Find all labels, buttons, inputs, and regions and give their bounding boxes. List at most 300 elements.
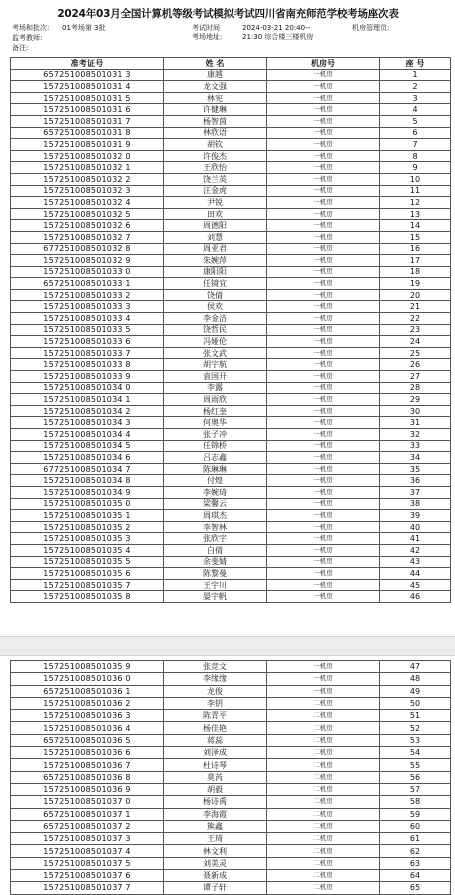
table-row xyxy=(11,759,451,771)
student-name-cell: 付煌 xyxy=(164,475,267,487)
seat-number-cell: 51 xyxy=(380,710,451,722)
candidate-id-cell: 157251008501036 9 xyxy=(11,783,164,795)
room-cell: 一机房 xyxy=(267,324,380,336)
student-name-cell: 康阳阳 xyxy=(164,266,267,278)
room-cell: 一机房 xyxy=(267,150,380,162)
student-name-cell: 王琦 xyxy=(164,833,267,845)
room-cell: 二机房 xyxy=(267,820,380,832)
seat-number-cell: 8 xyxy=(380,150,451,162)
table-row xyxy=(11,394,451,406)
room-cell: 一机房 xyxy=(267,661,380,673)
candidate-id-cell: 157251008501036 2 xyxy=(11,697,164,709)
seat-number-cell: 22 xyxy=(380,313,451,325)
seat-number-cell: 26 xyxy=(380,359,451,371)
candidate-id-cell: 157251008501031 6 xyxy=(11,104,164,116)
student-name-cell: 张竞文 xyxy=(164,661,267,673)
table-row xyxy=(11,820,451,832)
seat-number-cell: 5 xyxy=(380,115,451,127)
candidate-id-cell: 157251008501033 2 xyxy=(11,289,164,301)
seat-number-cell: 21 xyxy=(380,301,451,313)
table-row xyxy=(11,857,451,869)
candidate-id-cell: 157251008501034 8 xyxy=(11,475,164,487)
table-row xyxy=(11,278,451,290)
table-row xyxy=(11,243,451,255)
room-cell: 一机房 xyxy=(267,521,380,533)
student-name-cell: 龙俊 xyxy=(164,685,267,697)
candidate-id-cell: 157251008501033 7 xyxy=(11,347,164,359)
room-cell: 一机房 xyxy=(267,405,380,417)
room-cell: 二机房 xyxy=(267,833,380,845)
student-name-cell: 胡宇航 xyxy=(164,359,267,371)
room-cell: 一机房 xyxy=(267,579,380,591)
table-row xyxy=(11,845,451,857)
table-row xyxy=(11,139,451,151)
seat-number-cell: 65 xyxy=(380,882,451,894)
seat-number-cell: 3 xyxy=(380,92,451,104)
candidate-id-cell: 157251008501035 0 xyxy=(11,498,164,510)
room-cell: 一机房 xyxy=(267,673,380,685)
proctor-label: 监考教师: xyxy=(12,34,43,42)
student-name-cell: 李缘缘 xyxy=(164,673,267,685)
room-cell: 一机房 xyxy=(267,568,380,580)
table-row xyxy=(11,783,451,795)
table-row xyxy=(11,220,451,232)
student-name-cell: 莫芮 xyxy=(164,771,267,783)
candidate-id-cell: 157251008501036 6 xyxy=(11,747,164,759)
student-name-cell: 许俊杰 xyxy=(164,150,267,162)
room-cell: 一机房 xyxy=(267,417,380,429)
table-row xyxy=(11,359,451,371)
table-row xyxy=(11,162,451,174)
candidate-id-cell: 657251008501036 5 xyxy=(11,734,164,746)
seat-number-cell: 29 xyxy=(380,394,451,406)
student-name-cell: 胡毅 xyxy=(164,783,267,795)
seat-number-cell: 56 xyxy=(380,771,451,783)
candidate-id-cell: 157251008501034 5 xyxy=(11,440,164,452)
table-row xyxy=(11,150,451,162)
student-name-cell: 刘美灵 xyxy=(164,857,267,869)
student-name-cell: 刘泽成 xyxy=(164,747,267,759)
room-cell: 一机房 xyxy=(267,104,380,116)
student-name-cell: 刘慧 xyxy=(164,231,267,243)
seat-number-cell: 60 xyxy=(380,820,451,832)
student-name-cell: 余斐婧 xyxy=(164,556,267,568)
room-cell: 一机房 xyxy=(267,243,380,255)
seat-number-cell: 12 xyxy=(380,197,451,209)
room-cell: 二机房 xyxy=(267,882,380,894)
seat-number-cell: 42 xyxy=(380,544,451,556)
seat-number-cell: 52 xyxy=(380,722,451,734)
room-cell: 一机房 xyxy=(267,278,380,290)
table-row xyxy=(11,870,451,882)
room-cell: 一机房 xyxy=(267,452,380,464)
room-cell: 一机房 xyxy=(267,127,380,139)
student-name-cell: 李钥 xyxy=(164,697,267,709)
table-row xyxy=(11,371,451,383)
exam-time-value: 2024-03-21 20:40-- xyxy=(242,24,311,32)
table-header-row xyxy=(11,58,451,70)
room-cell: 一机房 xyxy=(267,208,380,220)
table-row xyxy=(11,697,451,709)
student-name-cell: 白倩 xyxy=(164,544,267,556)
student-name-cell: 龙文强 xyxy=(164,81,267,93)
student-name-cell: 林宪 xyxy=(164,92,267,104)
seat-number-cell: 45 xyxy=(380,579,451,591)
student-name-cell: 李智林 xyxy=(164,521,267,533)
table-row xyxy=(11,796,451,808)
table-row xyxy=(11,463,451,475)
candidate-id-cell: 157251008501036 7 xyxy=(11,759,164,771)
candidate-id-cell: 157251008501035 3 xyxy=(11,533,164,545)
table-row xyxy=(11,255,451,267)
table-row xyxy=(11,475,451,487)
table-row xyxy=(11,440,451,452)
student-name-cell: 冯娅伦 xyxy=(164,336,267,348)
seat-number-cell: 10 xyxy=(380,173,451,185)
seat-number-cell: 20 xyxy=(380,289,451,301)
seat-number-cell: 59 xyxy=(380,808,451,820)
student-name-cell: 晏宇帆 xyxy=(164,591,267,603)
room-cell: 一机房 xyxy=(267,359,380,371)
seat-number-cell: 13 xyxy=(380,208,451,220)
room-cell: 一机房 xyxy=(267,486,380,498)
candidate-id-cell: 157251008501037 5 xyxy=(11,857,164,869)
candidate-id-cell: 157251008501037 4 xyxy=(11,845,164,857)
seat-number-cell: 32 xyxy=(380,429,451,441)
candidate-id-cell: 157251008501032 4 xyxy=(11,197,164,209)
room-cell: 二机房 xyxy=(267,771,380,783)
seat-number-cell: 43 xyxy=(380,556,451,568)
student-name-cell: 袁国开 xyxy=(164,371,267,383)
room-cell: 二机房 xyxy=(267,796,380,808)
room-cell: 一机房 xyxy=(267,162,380,174)
student-name-cell: 李海霞 xyxy=(164,808,267,820)
seat-number-cell: 6 xyxy=(380,127,451,139)
candidate-id-cell: 157251008501036 4 xyxy=(11,722,164,734)
room-cell: 一机房 xyxy=(267,289,380,301)
table-row xyxy=(11,510,451,522)
seat-number-cell: 61 xyxy=(380,833,451,845)
candidate-id-cell: 157251008501035 4 xyxy=(11,544,164,556)
room-batch-label: 考场和批次: xyxy=(12,24,50,32)
student-name-cell: 杨佳艳 xyxy=(164,722,267,734)
table-row xyxy=(11,115,451,127)
candidate-id-cell: 157251008501037 6 xyxy=(11,870,164,882)
seat-number-cell: 53 xyxy=(380,734,451,746)
table-row xyxy=(11,405,451,417)
student-name-cell: 汪金虎 xyxy=(164,185,267,197)
table-row xyxy=(11,833,451,845)
table-row xyxy=(11,127,451,139)
candidate-id-cell: 657251008501031 3 xyxy=(11,69,164,81)
room-cell: 一机房 xyxy=(267,266,380,278)
table-row xyxy=(11,591,451,603)
remarks-label: 备注: xyxy=(12,44,29,52)
seat-number-cell: 34 xyxy=(380,452,451,464)
room-cell: 一机房 xyxy=(267,429,380,441)
student-name-cell: 林欣语 xyxy=(164,127,267,139)
candidate-id-cell: 157251008501034 0 xyxy=(11,382,164,394)
seat-number-cell: 37 xyxy=(380,486,451,498)
table-row xyxy=(11,81,451,93)
student-name-cell: 杨红奎 xyxy=(164,405,267,417)
student-name-cell: 熊鑫 xyxy=(164,820,267,832)
table-row xyxy=(11,521,451,533)
table-row xyxy=(11,69,451,81)
candidate-id-cell: 157251008501034 9 xyxy=(11,486,164,498)
table-row xyxy=(11,452,451,464)
seat-number-cell: 38 xyxy=(380,498,451,510)
student-name-cell: 周亚君 xyxy=(164,243,267,255)
student-name-cell: 饶倩 xyxy=(164,289,267,301)
student-name-cell: 张文武 xyxy=(164,347,267,359)
room-cell: 一机房 xyxy=(267,92,380,104)
col-header-room: 机房号 xyxy=(267,58,380,70)
seat-number-cell: 2 xyxy=(380,81,451,93)
table-row xyxy=(11,301,451,313)
col-header-name: 姓 名 xyxy=(164,58,267,70)
room-cell: 一机房 xyxy=(267,173,380,185)
student-name-cell: 王欣怡 xyxy=(164,162,267,174)
room-cell: 一机房 xyxy=(267,510,380,522)
student-name-cell: 林文利 xyxy=(164,845,267,857)
candidate-id-cell: 157251008501031 4 xyxy=(11,81,164,93)
seat-number-cell: 11 xyxy=(380,185,451,197)
seat-number-cell: 58 xyxy=(380,796,451,808)
seat-number-cell: 24 xyxy=(380,336,451,348)
col-header-id: 准考证号 xyxy=(11,58,164,70)
table-row xyxy=(11,734,451,746)
table-row xyxy=(11,429,451,441)
candidate-id-cell: 157251008501035 9 xyxy=(11,661,164,673)
table-row xyxy=(11,347,451,359)
room-cell: 一机房 xyxy=(267,685,380,697)
candidate-id-cell: 157251008501035 7 xyxy=(11,579,164,591)
room-cell: 二机房 xyxy=(267,710,380,722)
table-row xyxy=(11,533,451,545)
student-name-cell: 李露 xyxy=(164,382,267,394)
table-row xyxy=(11,498,451,510)
exam-time-value-2: 21:30 综合楼三楼机房 xyxy=(242,33,314,41)
candidate-id-cell: 157251008501033 3 xyxy=(11,301,164,313)
candidate-id-cell: 157251008501033 0 xyxy=(11,266,164,278)
room-batch-value: 01考场第 3批 xyxy=(62,24,106,32)
candidate-id-cell: 157251008501033 9 xyxy=(11,371,164,383)
room-cell: 一机房 xyxy=(267,371,380,383)
candidate-id-cell: 157251008501034 2 xyxy=(11,405,164,417)
page-title: 2024年03月全国计算机等级考试模拟考试四川省南充师范学校考场座次表 xyxy=(57,8,399,20)
table-row xyxy=(11,882,451,894)
seat-number-cell: 39 xyxy=(380,510,451,522)
student-name-cell: 许健琳 xyxy=(164,104,267,116)
seat-number-cell: 63 xyxy=(380,857,451,869)
table-row xyxy=(11,747,451,759)
student-name-cell: 张欣宇 xyxy=(164,533,267,545)
student-name-cell: 李婉琦 xyxy=(164,486,267,498)
seat-number-cell: 23 xyxy=(380,324,451,336)
room-cell: 二机房 xyxy=(267,783,380,795)
candidate-id-cell: 157251008501033 4 xyxy=(11,313,164,325)
student-name-cell: 尹锐 xyxy=(164,197,267,209)
room-cell: 一机房 xyxy=(267,498,380,510)
candidate-id-cell: 157251008501034 4 xyxy=(11,429,164,441)
candidate-id-cell: 677251008501032 8 xyxy=(11,243,164,255)
exam-place-label: 考场地址: xyxy=(192,33,223,41)
seat-number-cell: 49 xyxy=(380,685,451,697)
table-row xyxy=(11,722,451,734)
room-cell: 二机房 xyxy=(267,759,380,771)
table-row xyxy=(11,324,451,336)
room-cell: 一机房 xyxy=(267,475,380,487)
room-cell: 一机房 xyxy=(267,394,380,406)
student-name-cell: 陈青平 xyxy=(164,710,267,722)
candidate-id-cell: 157251008501032 9 xyxy=(11,255,164,267)
student-name-cell: 饶兰英 xyxy=(164,173,267,185)
table-row xyxy=(11,382,451,394)
col-header-seat: 座 号 xyxy=(380,58,451,70)
room-cell: 一机房 xyxy=(267,591,380,603)
table-row xyxy=(11,185,451,197)
seat-number-cell: 25 xyxy=(380,347,451,359)
student-name-cell: 周雨欣 xyxy=(164,394,267,406)
seat-number-cell: 28 xyxy=(380,382,451,394)
candidate-id-cell: 157251008501033 6 xyxy=(11,336,164,348)
student-name-cell: 梁馨云 xyxy=(164,498,267,510)
seat-number-cell: 46 xyxy=(380,591,451,603)
room-cell: 一机房 xyxy=(267,301,380,313)
room-cell: 二机房 xyxy=(267,808,380,820)
candidate-id-cell: 157251008501032 3 xyxy=(11,185,164,197)
seat-chart-page-1 xyxy=(10,0,446,636)
seat-number-cell: 55 xyxy=(380,759,451,771)
student-name-cell: 聂新成 xyxy=(164,870,267,882)
candidate-id-cell: 657251008501031 8 xyxy=(11,127,164,139)
candidate-id-cell: 157251008501034 1 xyxy=(11,394,164,406)
seat-number-cell: 40 xyxy=(380,521,451,533)
exam-time-label: 考试时间 xyxy=(192,24,220,32)
seat-number-cell: 35 xyxy=(380,463,451,475)
room-cell: 一机房 xyxy=(267,382,380,394)
room-cell: 二机房 xyxy=(267,722,380,734)
candidate-id-cell: 157251008501035 6 xyxy=(11,568,164,580)
candidate-id-cell: 657251008501036 8 xyxy=(11,771,164,783)
candidate-id-cell: 157251008501036 3 xyxy=(11,710,164,722)
student-name-cell: 侯欢 xyxy=(164,301,267,313)
room-cell: 一机房 xyxy=(267,463,380,475)
seat-number-cell: 1 xyxy=(380,69,451,81)
seat-table-page-1 xyxy=(10,57,451,603)
candidate-id-cell: 157251008501034 3 xyxy=(11,417,164,429)
page-divider xyxy=(0,636,455,656)
candidate-id-cell: 157251008501037 0 xyxy=(11,796,164,808)
seat-number-cell: 47 xyxy=(380,661,451,673)
room-cell: 一机房 xyxy=(267,336,380,348)
candidate-id-cell: 157251008501031 5 xyxy=(11,92,164,104)
student-name-cell: 谭子轩 xyxy=(164,882,267,894)
candidate-id-cell: 157251008501035 5 xyxy=(11,556,164,568)
room-cell: 二机房 xyxy=(267,870,380,882)
student-name-cell: 王宇川 xyxy=(164,579,267,591)
student-name-cell: 任镜宜 xyxy=(164,278,267,290)
student-name-cell: 胡钦 xyxy=(164,139,267,151)
candidate-id-cell: 157251008501031 7 xyxy=(11,115,164,127)
seat-chart-page-2 xyxy=(10,656,446,894)
candidate-id-cell: 157251008501035 8 xyxy=(11,591,164,603)
candidate-id-cell: 657251008501037 2 xyxy=(11,820,164,832)
seat-number-cell: 19 xyxy=(380,278,451,290)
table-row xyxy=(11,685,451,697)
student-name-cell: 田欢 xyxy=(164,208,267,220)
candidate-id-cell: 657251008501033 1 xyxy=(11,278,164,290)
table-row xyxy=(11,808,451,820)
room-cell: 二机房 xyxy=(267,845,380,857)
student-name-cell: 吕志鑫 xyxy=(164,452,267,464)
table-row xyxy=(11,710,451,722)
student-name-cell: 陈琳琳 xyxy=(164,463,267,475)
room-cell: 一机房 xyxy=(267,347,380,359)
candidate-id-cell: 157251008501032 7 xyxy=(11,231,164,243)
room-cell: 一机房 xyxy=(267,69,380,81)
table-row xyxy=(11,336,451,348)
seat-number-cell: 64 xyxy=(380,870,451,882)
student-name-cell: 李金洁 xyxy=(164,313,267,325)
table-row xyxy=(11,313,451,325)
seat-number-cell: 30 xyxy=(380,405,451,417)
seat-number-cell: 50 xyxy=(380,697,451,709)
seat-number-cell: 17 xyxy=(380,255,451,267)
student-name-cell: 康越 xyxy=(164,69,267,81)
student-name-cell: 周德阳 xyxy=(164,220,267,232)
table-row xyxy=(11,579,451,591)
table-row xyxy=(11,173,451,185)
candidate-id-cell: 157251008501037 7 xyxy=(11,882,164,894)
candidate-id-cell: 677251008501034 7 xyxy=(11,463,164,475)
room-cell: 二机房 xyxy=(267,734,380,746)
seat-number-cell: 18 xyxy=(380,266,451,278)
room-cell: 一机房 xyxy=(267,544,380,556)
seat-number-cell: 4 xyxy=(380,104,451,116)
room-cell: 一机房 xyxy=(267,197,380,209)
student-name-cell: 杨智茵 xyxy=(164,115,267,127)
seat-number-cell: 44 xyxy=(380,568,451,580)
seat-number-cell: 31 xyxy=(380,417,451,429)
table-row xyxy=(11,544,451,556)
table-row xyxy=(11,568,451,580)
room-cell: 二机房 xyxy=(267,697,380,709)
room-cell: 一机房 xyxy=(267,185,380,197)
table-row xyxy=(11,486,451,498)
student-name-cell: 杨诗禹 xyxy=(164,796,267,808)
candidate-id-cell: 157251008501033 8 xyxy=(11,359,164,371)
candidate-id-cell: 657251008501037 1 xyxy=(11,808,164,820)
seat-number-cell: 62 xyxy=(380,845,451,857)
table-row xyxy=(11,661,451,673)
seat-number-cell: 7 xyxy=(380,139,451,151)
table-row xyxy=(11,104,451,116)
room-cell: 一机房 xyxy=(267,255,380,267)
seat-number-cell: 9 xyxy=(380,162,451,174)
candidate-id-cell: 157251008501035 1 xyxy=(11,510,164,522)
table-row xyxy=(11,208,451,220)
student-name-cell: 陈黎曼 xyxy=(164,568,267,580)
seat-number-cell: 14 xyxy=(380,220,451,232)
table-row xyxy=(11,92,451,104)
table-row xyxy=(11,266,451,278)
room-cell: 一机房 xyxy=(267,313,380,325)
table-row xyxy=(11,417,451,429)
student-name-cell: 蒋蕊 xyxy=(164,734,267,746)
student-name-cell: 朱婉萍 xyxy=(164,255,267,267)
